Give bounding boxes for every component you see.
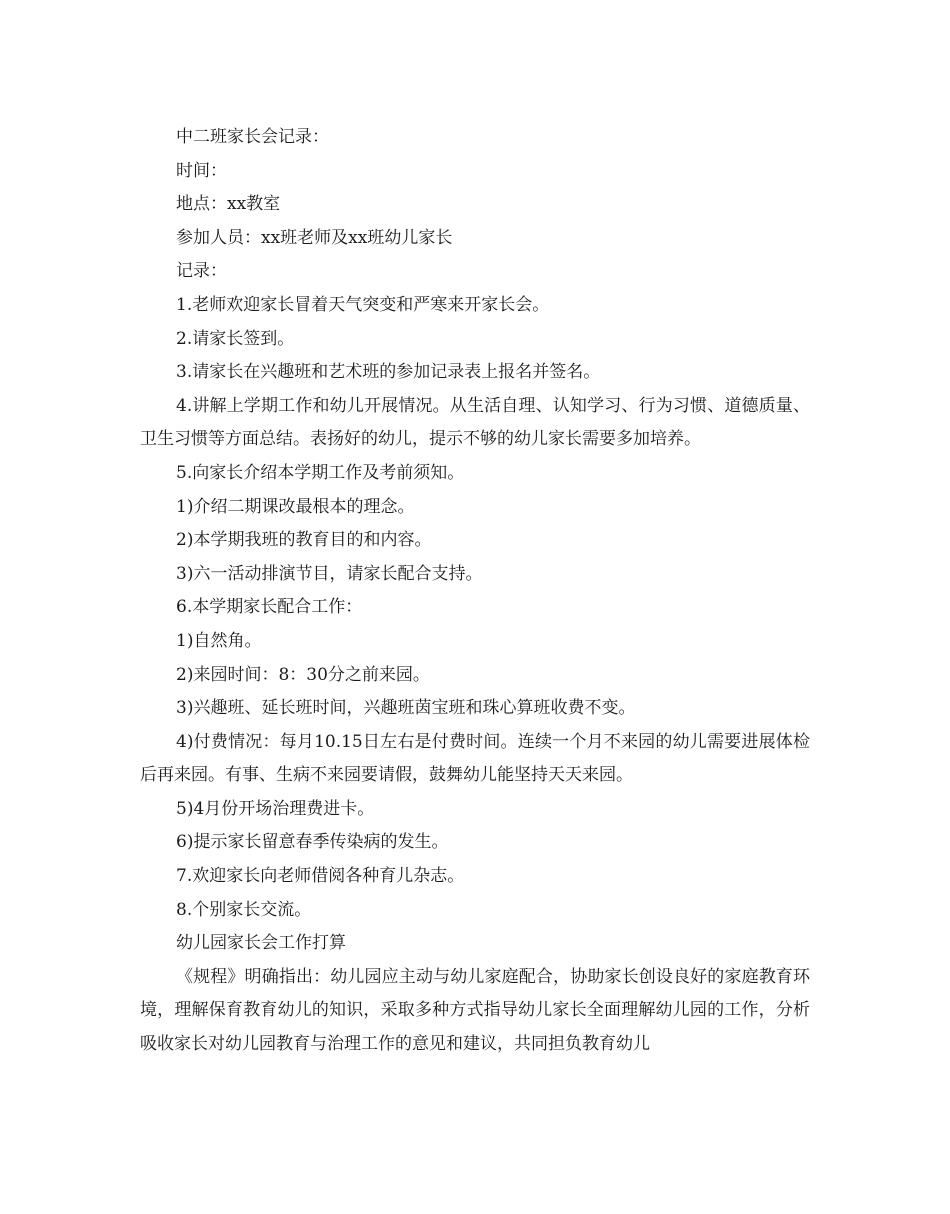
- meeting-time: 时间：: [176, 160, 227, 181]
- document-body: [140, 121, 810, 1062]
- list-item: 2.请家长签到。: [176, 328, 295, 349]
- heading-meeting-record: 中二班家长会记录：: [176, 127, 329, 147]
- sub-list-item: 1)自然角。: [176, 630, 262, 651]
- section-heading-work-plan: 幼儿园家长会工作打算: [176, 933, 346, 954]
- meeting-location: 地点：xx教室: [176, 194, 281, 215]
- list-item: 4.讲解上学期工作和幼儿开展情况。从生活自理、认知学习、行为习惯、道德质量、卫生习惯等方面总结。表扬好的幼儿，提示不够的幼儿家长需要多加培养。: [140, 395, 810, 450]
- sub-list-item: 2)本学期我班的教育目的和内容。: [176, 530, 432, 551]
- list-item: 7.欢迎家长向老师借阅各种育儿杂志。: [176, 866, 465, 887]
- sub-list-item: 5)4月份开场治理费进卡。: [176, 798, 375, 819]
- body-paragraph: 《规程》明确指出：幼儿园应主动与幼儿家庭配合，协助家长创设良好的家庭教育环境，理解保育教育幼儿的知识，采取多种方式指导幼儿家长全面理解幼儿园的工作，分析吸收家长对幼儿园教育与治理工作的意见和建议，共同担负教育幼儿: [140, 966, 810, 1055]
- sub-list-item: 3)六一活动排演节目，请家长配合支持。: [176, 563, 483, 584]
- list-item: 6.本学期家长配合工作：: [176, 597, 363, 618]
- list-item: 3.请家长在兴趣班和艺术班的参加记录表上报名并签名。: [176, 362, 601, 383]
- list-item: 8.个别家长交流。: [176, 899, 312, 920]
- list-item: 1.老师欢迎家长冒着天气突变和严寒来开家长会。: [176, 294, 550, 315]
- list-item: 5.向家长介绍本学期工作及考前须知。: [176, 462, 465, 483]
- sub-list-item: 1)介绍二期课改最根本的理念。: [176, 496, 415, 517]
- sub-list-item: 2)来园时间：8：30分之前来园。: [176, 664, 430, 685]
- sub-list-item: 3)兴趣班、延长班时间，兴趣班茵宝班和珠心算班收费不变。: [176, 698, 636, 719]
- record-label: 记录：: [176, 261, 227, 282]
- sub-list-item: 4)付费情况：每月10.15日左右是付费时间。连续一个月不来园的幼儿需要进展体检后再来园。有事、生病不来园要请假，鼓舞幼儿能坚持天天来园。: [140, 731, 810, 786]
- sub-list-item: 6)提示家长留意春季传染病的发生。: [176, 832, 449, 853]
- meeting-attendees: 参加人员：xx班老师及xx班幼儿家长: [176, 227, 453, 248]
